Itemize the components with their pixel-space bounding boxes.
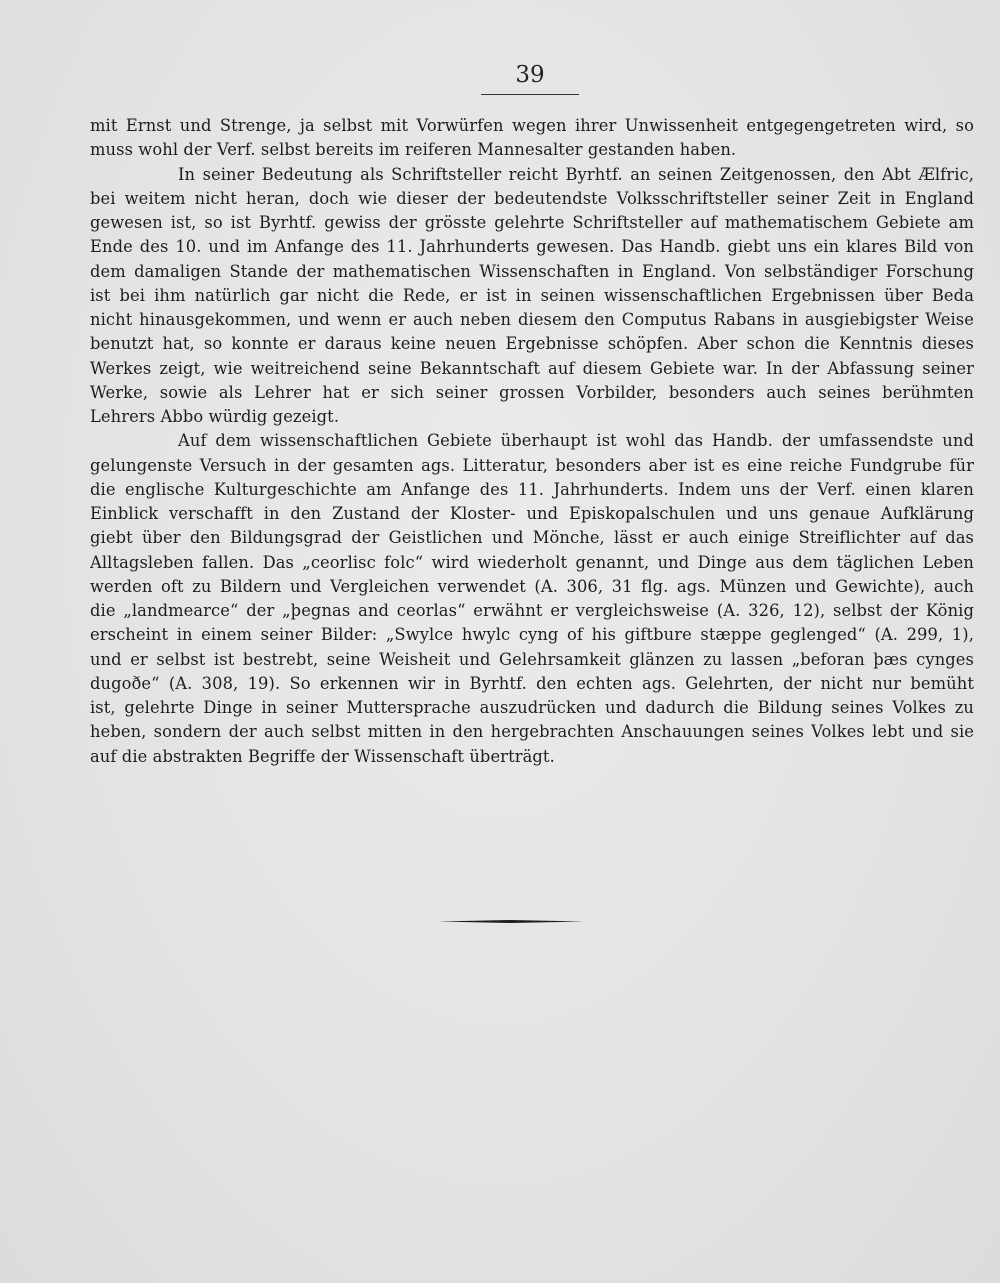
text-line: Lehrers Abbo würdig gezeigt. <box>90 407 340 426</box>
text-line: Ende des 10. und im Anfange des 11. Jahrhunderts gewesen. Das Handb. giebt uns ein klares Bild von <box>90 237 974 257</box>
text-line: auf die abstrakten Begriffe der Wissenschaft überträgt. <box>90 746 555 766</box>
text-line: und er selbst ist bestrebt, seine Weisheit und Gelehrsamkeit glänzen zu lassen „beforan þæs cynges <box>90 649 974 669</box>
text-line: benutzt hat, so konnte er daraus keine neuen Ergebnisse schöpfen. Aber schon die Kenntnis dieses <box>90 334 974 354</box>
text-line: ist, gelehrte Dinge in seiner Muttersprache auszudrücken und dadurch die Bildung seines Volkes zu <box>90 698 974 717</box>
text-line: muss wohl der Verf. selbst bereits im reiferen Mannesalter gestanden haben. <box>90 140 737 160</box>
text-line: Werke, sowie als Lehrer hat er sich seiner grossen Vorbilder, besonders auch seines berühmten <box>90 382 974 402</box>
text-line: erscheint in einem seiner Bilder: „Swylce hwylc cyng of his giftbure stæppe geglenged“ (A. 299, 1), <box>90 625 974 645</box>
text-line: mit Ernst und Strenge, ja selbst mit Vorwürfen wegen ihrer Unwissenheit entgegengetreten wird, so <box>90 116 974 135</box>
text-line: In seiner Bedeutung als Schriftsteller reicht Byrhtf. an seinen Zeitgenossen, den Abt Ælfric, <box>178 164 974 184</box>
text-line: ist bei ihm natürlich gar nicht die Rede, er ist in seinen wissenschaftlichen Ergebnissen über Beda <box>90 285 974 305</box>
text-line: die „landmearce“ der „þegnas and ceorlas“ erwähnt er vergleichsweise (A. 326, 12), selbst der König <box>90 601 974 620</box>
text-line: bei weitem nicht heran, doch wie dieser der bedeutendste Volksschriftsteller seiner Zeit in England <box>90 188 974 208</box>
text-line: heben, sondern der auch selbst mitten in den hergebrachten Anschauungen seines Volkes lebt und sie <box>90 722 974 742</box>
text-line: nicht hinausgekommen, und wenn er auch neben diesem den Computus Rabans in ausgiebigster Weise <box>90 310 974 329</box>
text-line: Einblick verschafft in den Zustand der Kloster- und Episkopalschulen und uns genaue Aufklärung <box>90 504 974 523</box>
text-line: gewesen ist, so ist Byrhtf. gewiss der grösste gelehrte Schriftsteller auf mathematischem Gebiete am <box>90 213 974 232</box>
text-line: Werkes zeigt, wie weitreichend seine Bekanntschaft auf diesem Gebiete war. In der Abfassung seiner <box>90 358 974 378</box>
text-line: dugoðe“ (A. 308, 19). So erkennen wir in Byrhtf. den echten ags. Gelehrten, der nicht nur bemüht <box>90 673 974 693</box>
text-line: Alltagsleben fallen. Das „ceorlisc folc“ wird wiederholt genannt, und Dinge aus dem täglichen Leben <box>90 552 974 572</box>
text-line: Auf dem wissenschaftlichen Gebiete überhaupt ist wohl das Handb. der umfassendste und <box>178 431 974 451</box>
page-number: 39 <box>515 62 545 88</box>
page-number-rule <box>481 94 579 95</box>
text-line: giebt über den Bildungsgrad der Geistlichen und Mönche, lässt er auch einige Streiflichter auf das <box>90 528 974 548</box>
text-line: dem damaligen Stande der mathematischen Wissenschaften in England. Von selbständiger Forschung <box>90 261 974 281</box>
text-line: gelungenste Versuch in der gesamten ags. Litteratur, besonders aber ist es eine reiche Fundgrube für <box>90 455 974 475</box>
text-line: werden oft zu Bildern und Vergleichen verwendet (A. 306, 31 flg. ags. Münzen und Gewichte), auch <box>90 576 974 596</box>
text-line: die englische Kulturgeschichte am Anfange des 11. Jahrhunderts. Indem uns der Verf. einen klaren <box>90 479 974 499</box>
body-text <box>90 114 974 769</box>
end-ornament-rule <box>438 920 584 923</box>
